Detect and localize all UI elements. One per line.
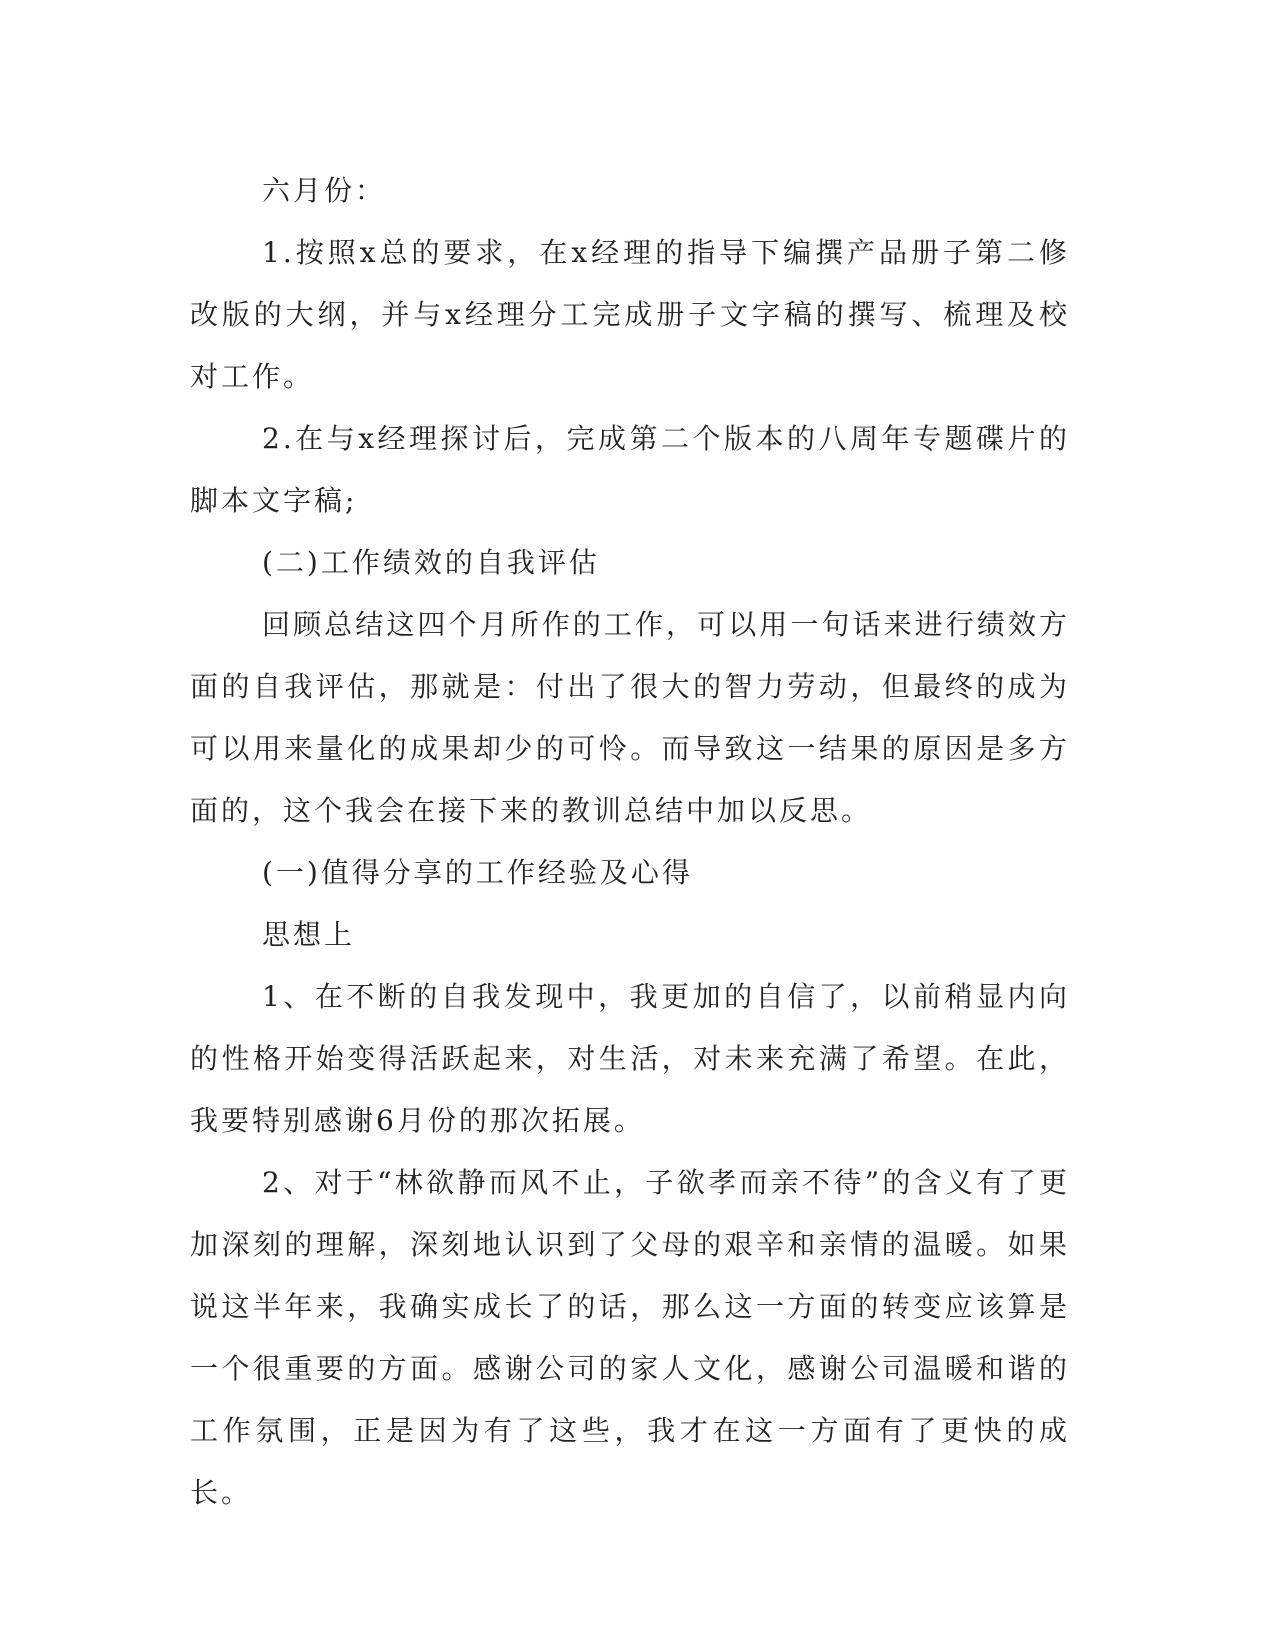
paragraph-item-1: 1.按照x总的要求，在x经理的指导下编撰产品册子第二修改版的大纲，并与x经理分工完成册子文字稿的撰写、梳理及校对工作。 — [190, 236, 1070, 393]
section-heading-experience: (一)值得分享的工作经验及心得 — [262, 856, 693, 889]
document-body — [190, 160, 1070, 1524]
subheading-thought: 思想上 — [262, 918, 356, 951]
paragraph-june-heading: 六月份： — [262, 174, 387, 207]
paragraph-review: 回顾总结这四个月所作的工作，可以用一句话来进行绩效方面的自我评估，那就是：付出了很大的智力劳动，但最终的成为可以用来量化的成果却少的可怜。而导致这一结果的原因是多方面的，这个我会在接下来的教训总结中加以反思。 — [190, 608, 1070, 827]
section-heading-self-evaluation: (二)工作绩效的自我评估 — [262, 546, 600, 579]
paragraph-item-2: 2.在与x经理探讨后，完成第二个版本的八周年专题碟片的脚本文字稿; — [190, 422, 1070, 517]
paragraph-thought-1: 1、在不断的自我发现中，我更加的自信了，以前稍显内向的性格开始变得活跃起来，对生活，对未来充满了希望。在此，我要特别感谢6月份的那次拓展。 — [190, 980, 1070, 1137]
paragraph-thought-2: 2、对于“林欲静而风不止，子欲孝而亲不待”的含义有了更加深刻的理解，深刻地认识到了父母的艰辛和亲情的温暖。如果说这半年来，我确实成长了的话，那么这一方面的转变应该算是一个很重要的方面。感谢公司的家人文化，感谢公司温暖和谐的工作氛围，正是因为有了这些，我才在这一方面有了更快的成长。 — [190, 1166, 1070, 1509]
